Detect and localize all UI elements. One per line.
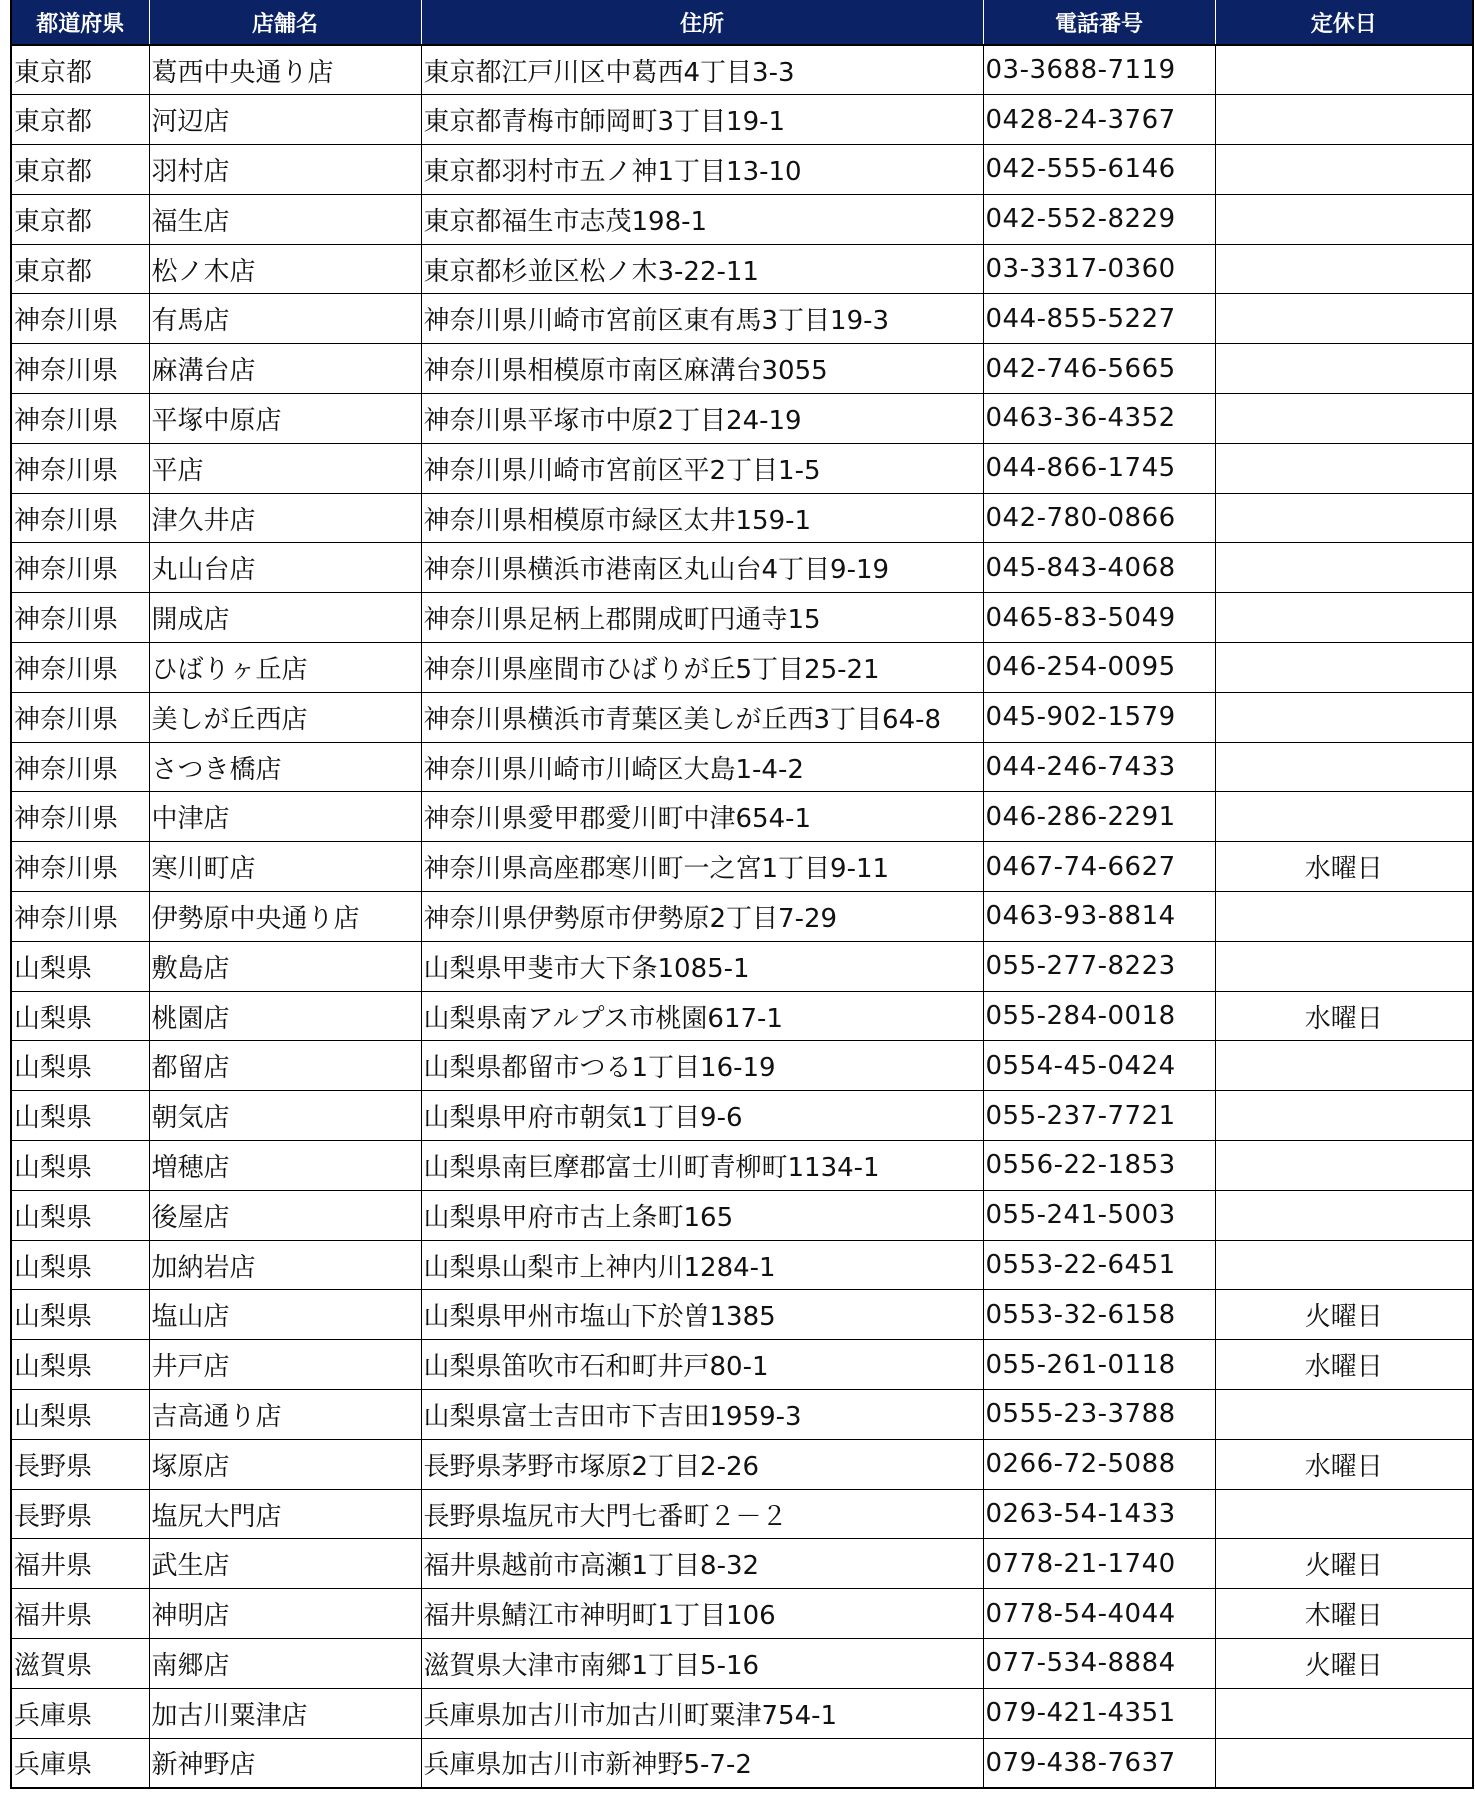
cell-address: 東京都江戸川区中葛西4丁目3-3 — [421, 45, 983, 95]
header-row — [11, 0, 1473, 45]
cell-closed-day — [1215, 742, 1473, 792]
cell-prefecture: 兵庫県 — [11, 1688, 149, 1738]
cell-store-name: 河辺店 — [149, 95, 421, 145]
cell-phone: 0555-23-3788 — [983, 1390, 1215, 1440]
cell-closed-day — [1215, 1041, 1473, 1091]
cell-store-name: 平店 — [149, 443, 421, 493]
cell-address: 神奈川県川崎市宮前区平2丁目1-5 — [421, 443, 983, 493]
cell-closed-day — [1215, 194, 1473, 244]
cell-phone: 046-286-2291 — [983, 792, 1215, 842]
cell-store-name: 南郷店 — [149, 1639, 421, 1689]
cell-address: 山梨県山梨市上神内川1284-1 — [421, 1240, 983, 1290]
cell-store-name: 後屋店 — [149, 1190, 421, 1240]
cell-closed-day — [1215, 443, 1473, 493]
table-row — [11, 692, 1473, 742]
cell-closed-day — [1215, 1390, 1473, 1440]
cell-closed-day — [1215, 344, 1473, 394]
cell-closed-day — [1215, 145, 1473, 195]
store-table — [10, 0, 1474, 1789]
cell-prefecture: 東京都 — [11, 45, 149, 95]
cell-closed-day — [1215, 95, 1473, 145]
table-header — [11, 0, 1473, 45]
cell-closed-day — [1215, 941, 1473, 991]
cell-store-name: ひばりヶ丘店 — [149, 643, 421, 693]
cell-prefecture: 神奈川県 — [11, 394, 149, 444]
cell-store-name: 開成店 — [149, 593, 421, 643]
cell-closed-day — [1215, 1688, 1473, 1738]
cell-closed-day — [1215, 45, 1473, 95]
cell-address: 山梨県甲州市塩山下於曽1385 — [421, 1290, 983, 1340]
table-row — [11, 1639, 1473, 1689]
cell-store-name: 都留店 — [149, 1041, 421, 1091]
cell-phone: 03-3688-7119 — [983, 45, 1215, 95]
cell-prefecture: 山梨県 — [11, 1091, 149, 1141]
cell-address: 山梨県富士吉田市下吉田1959-3 — [421, 1390, 983, 1440]
table-row — [11, 892, 1473, 942]
cell-closed-day: 水曜日 — [1215, 991, 1473, 1041]
table-row — [11, 493, 1473, 543]
cell-address: 神奈川県川崎市川崎区大島1-4-2 — [421, 742, 983, 792]
cell-phone: 0556-22-1853 — [983, 1141, 1215, 1191]
cell-store-name: 井戸店 — [149, 1340, 421, 1390]
cell-phone: 0463-93-8814 — [983, 892, 1215, 942]
cell-closed-day: 木曜日 — [1215, 1589, 1473, 1639]
table-row — [11, 991, 1473, 1041]
table-row — [11, 1439, 1473, 1489]
table-row — [11, 1091, 1473, 1141]
cell-phone: 055-261-0118 — [983, 1340, 1215, 1390]
cell-store-name: 平塚中原店 — [149, 394, 421, 444]
cell-store-name: 吉高通り店 — [149, 1390, 421, 1440]
cell-store-name: 増穂店 — [149, 1141, 421, 1191]
cell-prefecture: 神奈川県 — [11, 742, 149, 792]
cell-prefecture: 神奈川県 — [11, 593, 149, 643]
cell-closed-day: 火曜日 — [1215, 1290, 1473, 1340]
cell-phone: 044-866-1745 — [983, 443, 1215, 493]
cell-closed-day — [1215, 1489, 1473, 1539]
cell-address: 東京都福生市志茂198-1 — [421, 194, 983, 244]
cell-prefecture: 東京都 — [11, 95, 149, 145]
cell-address: 山梨県南巨摩郡富士川町青柳町1134-1 — [421, 1141, 983, 1191]
cell-prefecture: 福井県 — [11, 1539, 149, 1589]
table-row — [11, 941, 1473, 991]
table-row — [11, 194, 1473, 244]
cell-prefecture: 東京都 — [11, 194, 149, 244]
cell-closed-day — [1215, 394, 1473, 444]
cell-store-name: 塩山店 — [149, 1290, 421, 1340]
cell-store-name: 敷島店 — [149, 941, 421, 991]
cell-prefecture: 東京都 — [11, 145, 149, 195]
table-row — [11, 593, 1473, 643]
cell-store-name: 羽村店 — [149, 145, 421, 195]
cell-closed-day — [1215, 1240, 1473, 1290]
cell-closed-day: 水曜日 — [1215, 842, 1473, 892]
cell-address: 福井県越前市高瀬1丁目8-32 — [421, 1539, 983, 1589]
cell-prefecture: 東京都 — [11, 244, 149, 294]
cell-phone: 0463-36-4352 — [983, 394, 1215, 444]
cell-store-name: 武生店 — [149, 1539, 421, 1589]
cell-phone: 079-421-4351 — [983, 1688, 1215, 1738]
cell-prefecture: 山梨県 — [11, 1240, 149, 1290]
cell-phone: 055-284-0018 — [983, 991, 1215, 1041]
cell-phone: 055-277-8223 — [983, 941, 1215, 991]
cell-address: 神奈川県横浜市港南区丸山台4丁目9-19 — [421, 543, 983, 593]
cell-prefecture: 長野県 — [11, 1439, 149, 1489]
cell-store-name: 美しが丘西店 — [149, 692, 421, 742]
cell-store-name: 福生店 — [149, 194, 421, 244]
table-body — [11, 45, 1473, 1788]
cell-closed-day — [1215, 1738, 1473, 1788]
cell-address: 神奈川県愛甲郡愛川町中津654-1 — [421, 792, 983, 842]
table-row — [11, 543, 1473, 593]
cell-address: 神奈川県横浜市青葉区美しが丘西3丁目64-8 — [421, 692, 983, 742]
cell-prefecture: 山梨県 — [11, 991, 149, 1041]
cell-address: 神奈川県相模原市南区麻溝台3055 — [421, 344, 983, 394]
cell-prefecture: 山梨県 — [11, 1141, 149, 1191]
cell-prefecture: 神奈川県 — [11, 344, 149, 394]
cell-phone: 0428-24-3767 — [983, 95, 1215, 145]
cell-store-name: 神明店 — [149, 1589, 421, 1639]
cell-address: 山梨県笛吹市石和町井戸80-1 — [421, 1340, 983, 1390]
cell-store-name: 有馬店 — [149, 294, 421, 344]
cell-phone: 0778-54-4044 — [983, 1589, 1215, 1639]
cell-store-name: 塚原店 — [149, 1439, 421, 1489]
table-row — [11, 244, 1473, 294]
cell-closed-day — [1215, 1091, 1473, 1141]
cell-prefecture: 神奈川県 — [11, 792, 149, 842]
cell-prefecture: 神奈川県 — [11, 543, 149, 593]
cell-prefecture: 神奈川県 — [11, 493, 149, 543]
cell-phone: 044-855-5227 — [983, 294, 1215, 344]
cell-phone: 0778-21-1740 — [983, 1539, 1215, 1589]
table-row — [11, 95, 1473, 145]
cell-store-name: 松ノ木店 — [149, 244, 421, 294]
table-row — [11, 742, 1473, 792]
cell-prefecture: 神奈川県 — [11, 294, 149, 344]
cell-address: 東京都青梅市師岡町3丁目19-1 — [421, 95, 983, 145]
cell-phone: 042-552-8229 — [983, 194, 1215, 244]
table-row — [11, 1688, 1473, 1738]
cell-prefecture: 山梨県 — [11, 1290, 149, 1340]
cell-phone: 03-3317-0360 — [983, 244, 1215, 294]
cell-closed-day — [1215, 892, 1473, 942]
cell-store-name: さつき橋店 — [149, 742, 421, 792]
table-row — [11, 1190, 1473, 1240]
cell-closed-day: 火曜日 — [1215, 1639, 1473, 1689]
cell-phone: 055-237-7721 — [983, 1091, 1215, 1141]
cell-prefecture: 山梨県 — [11, 1190, 149, 1240]
table-row — [11, 1539, 1473, 1589]
cell-closed-day — [1215, 593, 1473, 643]
cell-closed-day: 水曜日 — [1215, 1439, 1473, 1489]
header-store-name: 店舗名 — [149, 0, 421, 45]
cell-phone: 046-254-0095 — [983, 643, 1215, 693]
cell-prefecture: 神奈川県 — [11, 443, 149, 493]
cell-closed-day — [1215, 1141, 1473, 1191]
table-row — [11, 1589, 1473, 1639]
cell-address: 福井県鯖江市神明町1丁目106 — [421, 1589, 983, 1639]
cell-prefecture: 山梨県 — [11, 941, 149, 991]
cell-address: 山梨県都留市つる1丁目16-19 — [421, 1041, 983, 1091]
cell-closed-day — [1215, 493, 1473, 543]
table-row — [11, 1390, 1473, 1440]
cell-closed-day — [1215, 543, 1473, 593]
header-closed-day: 定休日 — [1215, 0, 1473, 45]
cell-store-name: 新神野店 — [149, 1738, 421, 1788]
cell-phone: 042-780-0866 — [983, 493, 1215, 543]
cell-closed-day — [1215, 244, 1473, 294]
cell-phone: 042-746-5665 — [983, 344, 1215, 394]
table-row — [11, 792, 1473, 842]
table-row — [11, 45, 1473, 95]
table-row — [11, 344, 1473, 394]
cell-closed-day — [1215, 1190, 1473, 1240]
cell-prefecture: 山梨県 — [11, 1041, 149, 1091]
cell-store-name: 伊勢原中央通り店 — [149, 892, 421, 942]
cell-prefecture: 福井県 — [11, 1589, 149, 1639]
cell-prefecture: 兵庫県 — [11, 1738, 149, 1788]
cell-prefecture: 山梨県 — [11, 1390, 149, 1440]
table-row — [11, 643, 1473, 693]
cell-store-name: 葛西中央通り店 — [149, 45, 421, 95]
cell-store-name: 津久井店 — [149, 493, 421, 543]
cell-phone: 045-902-1579 — [983, 692, 1215, 742]
cell-closed-day: 水曜日 — [1215, 1340, 1473, 1390]
header-prefecture: 都道府県 — [11, 0, 149, 45]
cell-prefecture: 長野県 — [11, 1489, 149, 1539]
cell-store-name: 加納岩店 — [149, 1240, 421, 1290]
table-row — [11, 394, 1473, 444]
cell-store-name: 麻溝台店 — [149, 344, 421, 394]
table-row — [11, 842, 1473, 892]
cell-address: 神奈川県川崎市宮前区東有馬3丁目19-3 — [421, 294, 983, 344]
cell-prefecture: 滋賀県 — [11, 1639, 149, 1689]
header-phone: 電話番号 — [983, 0, 1215, 45]
cell-address: 長野県塩尻市大門七番町２－２ — [421, 1489, 983, 1539]
cell-closed-day — [1215, 792, 1473, 842]
cell-address: 神奈川県高座郡寒川町一之宮1丁目9-11 — [421, 842, 983, 892]
header-address: 住所 — [421, 0, 983, 45]
cell-closed-day — [1215, 692, 1473, 742]
cell-closed-day: 火曜日 — [1215, 1539, 1473, 1589]
cell-prefecture: 神奈川県 — [11, 892, 149, 942]
cell-store-name: 桃園店 — [149, 991, 421, 1041]
cell-address: 神奈川県伊勢原市伊勢原2丁目7-29 — [421, 892, 983, 942]
cell-phone: 0553-32-6158 — [983, 1290, 1215, 1340]
table-row — [11, 1041, 1473, 1091]
cell-prefecture: 神奈川県 — [11, 692, 149, 742]
cell-address: 山梨県甲府市朝気1丁目9-6 — [421, 1091, 983, 1141]
table-row — [11, 145, 1473, 195]
cell-address: 兵庫県加古川市新神野5-7-2 — [421, 1738, 983, 1788]
cell-address: 山梨県南アルプス市桃園617-1 — [421, 991, 983, 1041]
cell-phone: 0553-22-6451 — [983, 1240, 1215, 1290]
cell-phone: 042-555-6146 — [983, 145, 1215, 195]
cell-prefecture: 神奈川県 — [11, 842, 149, 892]
table-row — [11, 1738, 1473, 1788]
table-row — [11, 1489, 1473, 1539]
cell-store-name: 朝気店 — [149, 1091, 421, 1141]
cell-store-name: 中津店 — [149, 792, 421, 842]
table-row — [11, 294, 1473, 344]
cell-address: 山梨県甲府市古上条町165 — [421, 1190, 983, 1240]
table-row — [11, 1340, 1473, 1390]
table-row — [11, 443, 1473, 493]
cell-store-name: 丸山台店 — [149, 543, 421, 593]
cell-phone: 045-843-4068 — [983, 543, 1215, 593]
cell-phone: 0467-74-6627 — [983, 842, 1215, 892]
cell-address: 神奈川県平塚市中原2丁目24-19 — [421, 394, 983, 444]
cell-phone: 044-246-7433 — [983, 742, 1215, 792]
cell-address: 神奈川県相模原市緑区太井159-1 — [421, 493, 983, 543]
table-row — [11, 1141, 1473, 1191]
cell-address: 兵庫県加古川市加古川町粟津754-1 — [421, 1688, 983, 1738]
cell-closed-day — [1215, 294, 1473, 344]
table-row — [11, 1240, 1473, 1290]
cell-address: 神奈川県足柄上郡開成町円通寺15 — [421, 593, 983, 643]
cell-store-name: 塩尻大門店 — [149, 1489, 421, 1539]
cell-prefecture: 山梨県 — [11, 1340, 149, 1390]
cell-phone: 0554-45-0424 — [983, 1041, 1215, 1091]
cell-phone: 0263-54-1433 — [983, 1489, 1215, 1539]
cell-prefecture: 神奈川県 — [11, 643, 149, 693]
cell-phone: 055-241-5003 — [983, 1190, 1215, 1240]
cell-phone: 0266-72-5088 — [983, 1439, 1215, 1489]
cell-address: 東京都杉並区松ノ木3-22-11 — [421, 244, 983, 294]
cell-address: 山梨県甲斐市大下条1085-1 — [421, 941, 983, 991]
cell-address: 神奈川県座間市ひばりが丘5丁目25-21 — [421, 643, 983, 693]
cell-closed-day — [1215, 643, 1473, 693]
cell-phone: 079-438-7637 — [983, 1738, 1215, 1788]
cell-address: 長野県茅野市塚原2丁目2-26 — [421, 1439, 983, 1489]
cell-store-name: 加古川粟津店 — [149, 1688, 421, 1738]
cell-address: 滋賀県大津市南郷1丁目5-16 — [421, 1639, 983, 1689]
cell-store-name: 寒川町店 — [149, 842, 421, 892]
table-row — [11, 1290, 1473, 1340]
cell-phone: 077-534-8884 — [983, 1639, 1215, 1689]
cell-phone: 0465-83-5049 — [983, 593, 1215, 643]
cell-address: 東京都羽村市五ノ神1丁目13-10 — [421, 145, 983, 195]
